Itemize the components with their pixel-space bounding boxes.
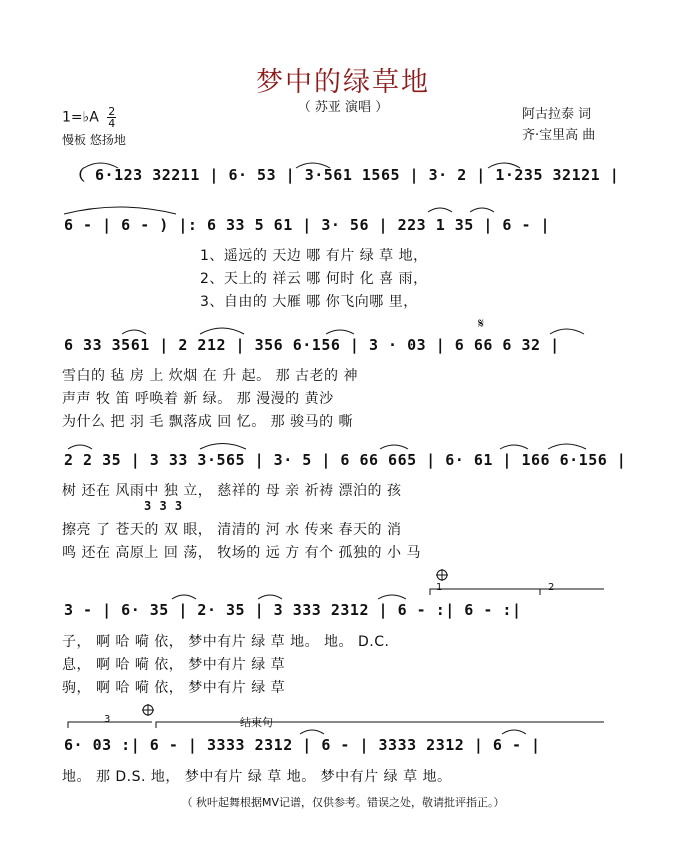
slur-mark bbox=[122, 330, 146, 334]
slur-mark bbox=[378, 595, 406, 599]
slur-mark bbox=[200, 328, 244, 334]
slur-mark bbox=[380, 445, 408, 449]
slur-mark bbox=[326, 330, 354, 334]
ending-label: 结束句 bbox=[240, 716, 273, 729]
slur-mark bbox=[470, 208, 494, 212]
lyric-verse1-a: 1、遥远的 天边 哪 有片 绿 草 地， bbox=[200, 248, 428, 264]
volta-1-bracket bbox=[430, 589, 540, 595]
composer-credit: 齐·宝里高 曲 bbox=[522, 128, 596, 143]
notation-row-2: 6 - | 6 - ) |: 6 33 5 61 | 3· 56 | 223 1 35 | 6 - | bbox=[64, 216, 551, 234]
notation-row-5: 3 - | 6· 35 | 2· 35 | 3 333 2312 | 6 - :| 6 - :| bbox=[64, 601, 522, 619]
lyric-verse3-c: 鸣 还在 高原上 回 荡， 牧场的 远 方 有个 孤独的 小 马 bbox=[62, 545, 421, 561]
tempo-marking: 慢板 悠扬地 bbox=[62, 133, 126, 147]
slur-mark bbox=[200, 444, 246, 450]
segno-sign: 𝄋 bbox=[478, 316, 485, 332]
notation-row-1: （ 6·123 32211 | 6· 53 | 3·561 1565 | 3· 2 | 1·235 32121 | bbox=[70, 166, 620, 184]
lyric-verse1-d: 子， 啊 哈 嗬 依， 梦中有片 绿 草 地。 地。 D.C. bbox=[62, 634, 390, 650]
slur-mark bbox=[428, 208, 452, 212]
song-title: 梦中的绿草地 bbox=[256, 67, 430, 98]
slur-mark bbox=[84, 163, 118, 168]
slur-mark bbox=[300, 730, 324, 734]
volta-2-label: 2 bbox=[548, 582, 555, 593]
lyric-verse2-b: 声声 牧 笛 呼唤着 新 绿。 那 漫漫的 黄沙 bbox=[62, 391, 334, 407]
ending-bracket bbox=[156, 722, 604, 728]
slur-mark bbox=[550, 329, 584, 334]
notation-row-4: 2 2 35 | 3 33 3·565 | 3· 5 | 6 66 665 | 6· 61 | 166 6·156 | bbox=[64, 451, 627, 469]
slur-mark bbox=[296, 163, 330, 168]
slur-mark bbox=[258, 595, 282, 599]
lyric-verse1-e: 地。 那 D.S. 地， 梦中有片 绿 草 地。 梦中有片 绿 草 地。 bbox=[62, 769, 452, 785]
slur-mark bbox=[172, 595, 196, 599]
notation-row-3: 6 33 3561 | 2 212 | 356 6·156 | 3 · 03 | 6 66 6 32 | bbox=[64, 336, 560, 354]
lyric-verse3-d: 驹， 啊 哈 嗬 依， 梦中有片 绿 草 bbox=[62, 680, 286, 696]
time-sig-bottom: 4 bbox=[108, 117, 116, 130]
footer-note: （ 秋叶起舞根据MV记谱，仅供参考。错误之处，敬请批评指正。） bbox=[181, 796, 505, 809]
volta-1-label: 1 bbox=[436, 582, 443, 593]
alternate-notes: 3 3 3 bbox=[144, 499, 183, 513]
lyric-verse1-b: 雪白的 毡 房 上 炊烟 在 升 起。 那 古老的 神 bbox=[62, 368, 359, 384]
lyric-verse3-a: 3、自由的 大雁 哪 你飞向哪 里， bbox=[200, 294, 418, 310]
volta-3-bracket bbox=[68, 722, 152, 728]
notation-row-6: 6· 03 :| 6 - | 3333 2312 | 6 - | 3333 2312 | 6 - | bbox=[64, 736, 541, 754]
lyricist-credit: 阿古拉泰 词 bbox=[522, 107, 592, 122]
lyric-verse2-c: 擦亮 了 苍天的 双 眼， 清清的 河 水 传来 春天的 消 bbox=[62, 522, 402, 538]
slur-mark bbox=[68, 445, 92, 449]
time-sig-top: 2 bbox=[108, 105, 116, 118]
lyric-verse1-c: 树 还在 风雨中 独 立， 慈祥的 母 亲 祈祷 漂泊的 孩 bbox=[62, 483, 402, 499]
tie-mark bbox=[64, 207, 176, 214]
key-label: 1=♭A bbox=[62, 109, 99, 126]
slur-mark bbox=[500, 445, 528, 449]
lyric-verse2-a: 2、天上的 祥云 哪 何时 化 喜 雨， bbox=[200, 271, 428, 287]
slur-mark bbox=[548, 444, 586, 449]
slur-mark bbox=[502, 730, 526, 734]
performer-subtitle: （ 苏亚 演唱 ） bbox=[297, 100, 389, 115]
volta-3-label: 3 bbox=[104, 714, 111, 725]
slur-mark bbox=[488, 163, 520, 168]
lyric-verse2-d: 息， 啊 哈 嗬 依， 梦中有片 绿 草 bbox=[62, 657, 286, 673]
volta-2-bracket bbox=[540, 589, 604, 595]
lyric-verse3-b: 为什么 把 羽 毛 飘落成 回 忆。 那 骏马的 嘶 bbox=[62, 414, 354, 430]
